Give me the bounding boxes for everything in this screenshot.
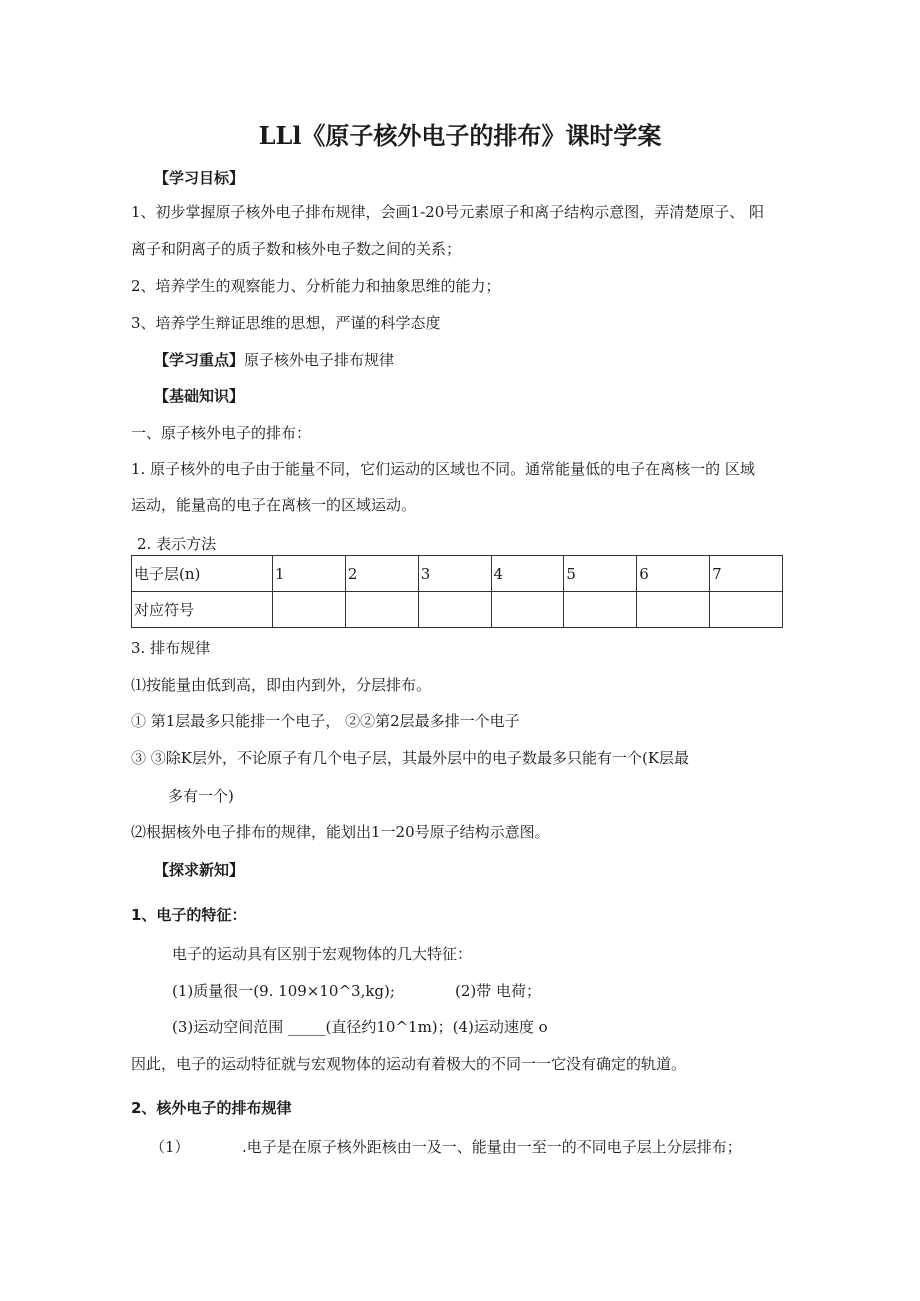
- feature-item-3: (3)运动空间范围 _____(直径约10^1m)；(4)运动速度 o: [172, 1018, 548, 1036]
- feature-item-2: (2)带 电荷；: [455, 982, 542, 1000]
- table-cell-layer-1: 1: [273, 556, 346, 592]
- table-row-layer: [132, 556, 783, 592]
- objective-line-3: 2、培养学生的观察能力、分析能力和抽象思维的能力；: [131, 277, 501, 295]
- focus-line: [154, 350, 394, 370]
- table-cell-layer-3: 3: [418, 556, 491, 592]
- table-cell-blank: [491, 592, 564, 628]
- table-cell-layer-4: 4: [491, 556, 564, 592]
- table-cell-blank: [637, 592, 710, 628]
- table-cell-blank: [273, 592, 346, 628]
- focus-text: 原子核外电子排布规律: [244, 351, 395, 369]
- table-cell-layer-7: 7: [710, 556, 783, 592]
- page-title: LLl《原子核外电子的排布》课时学案: [258, 121, 662, 150]
- rule-a: ① 第1层最多只能排一个电子， ②②第2层最多排一个电子: [131, 712, 520, 730]
- table-cell-layer-5: 5: [564, 556, 637, 592]
- paragraph-1-line-2: 运动，能量高的电子在离核一的区域运动。: [131, 496, 417, 514]
- paragraph-3: 3. 排布规律: [131, 639, 211, 657]
- basics-heading: 【基础知识】: [154, 387, 245, 405]
- table-cell-blank: [710, 592, 783, 628]
- objectives-heading: 【学习目标】: [154, 169, 245, 187]
- table-cell-blank: [564, 592, 637, 628]
- objective-line-1: 1、初步掌握原子核外电子排布规律，会画1-20号元素原子和离子结构示意图，弄清楚原子、 阳: [131, 203, 765, 221]
- table-cell-layer-6: 6: [637, 556, 710, 592]
- table-row-symbol: [132, 592, 783, 628]
- section-electron-features-heading: 1、电子的特征：: [131, 906, 247, 924]
- table-header-cell: 电子层(n): [132, 556, 273, 592]
- table-cell-blank: [418, 592, 491, 628]
- section-arrangement-heading: 2、核外电子的排布规律: [131, 1099, 292, 1117]
- table-row2-label: 对应符号: [132, 592, 273, 628]
- explore-heading: 【探求新知】: [154, 861, 245, 879]
- paragraph-1-line-1: 1. 原子核外的电子由于能量不同，它们运动的区域也不同。通常能量低的电子在离核一的 区域: [131, 460, 755, 478]
- feature-item-1: (1)质量很一(9. 109×10^3,kg);: [172, 982, 395, 1000]
- rule-1: ⑴按能量由低到高，即由内到外，分层排布。: [131, 676, 432, 694]
- table-cell-blank: [345, 592, 418, 628]
- electron-layer-table: [131, 555, 783, 628]
- paragraph-2: 2. 表示方法: [137, 535, 217, 553]
- features-intro: 电子的运动具有区别于宏观物体的几大特征：: [172, 945, 473, 963]
- rule-b-line-1: ③ ③除K层外，不论原子有几个电子层，其最外层中的电子数最多只能有一个(K层最: [131, 749, 690, 767]
- rule-b-line-2: 多有一个): [168, 787, 234, 805]
- table-cell-layer-2: 2: [345, 556, 418, 592]
- arrangement-text: .电子是在原子核外距核由一及一、能量由一至一的不同电子层上分层排布；: [242, 1138, 742, 1156]
- section-1-heading: 一、原子核外电子的排布：: [131, 424, 312, 442]
- focus-heading: 【学习重点】: [154, 351, 245, 369]
- features-conclusion: 因此，电子的运动特征就与宏观物体的运动有着极大的不同一一它没有确定的轨道。: [131, 1055, 687, 1073]
- rule-2: ⑵根据核外电子排布的规律，能划出1一20号原子结构示意图。: [131, 823, 550, 841]
- objective-line-4: 3、培养学生辩证思维的思想，严谨的科学态度: [131, 314, 441, 332]
- objective-line-2: 离子和阴离子的质子数和核外电子数之间的关系；: [131, 240, 462, 258]
- arrangement-number: （1）: [150, 1138, 190, 1156]
